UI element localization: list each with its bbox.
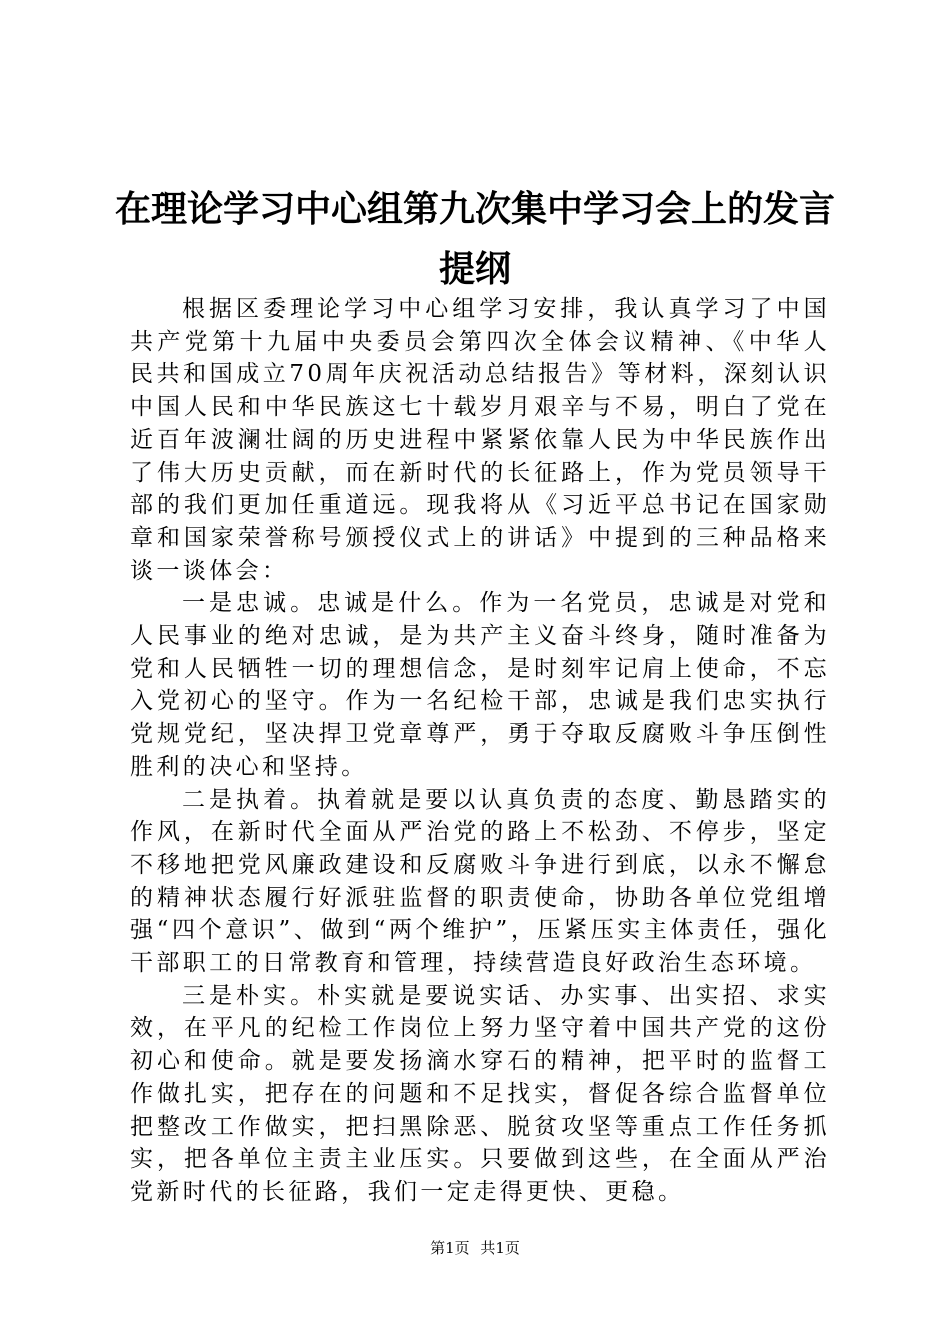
document-title: 在理论学习中心组第九次集中学习会上的发言 [114,189,835,230]
page-total: 共1页 [480,1239,520,1257]
paragraph-loyalty: 一是忠诚。忠诚是什么。作为一名党员，忠诚是对党和人民事业的绝对忠诚，是为共产主义奋斗终身，随时准备为党和人民牺牲一切的理想信念，是时刻牢记肩上使命，不忘入党初心的坚守。作为一名纪检干部，忠诚是我们忠实执行党规党纪，坚决捍卫党章尊严，勇于夺取反腐败斗争压倒性胜利的决心和坚持。 [130,590,830,780]
paragraph-intro: 根据区委理论学习中心组学习安排，我认真学习了中国共产党第十九届中央委员会第四次全体会议精神、《中华人民共和国成立70周年庆祝活动总结报告》等材料，深刻认识中国人民和中华民族这七十载岁月艰辛与不易，明白了党在近百年波澜壮阔的历史进程中紧紧依靠人民为中华民族作出了伟大历史贡献，而在新时代的长征路上，作为党员领导干部的我们更加任重道远。现我将从《习近平总书记在国家勋章和国家荣誉称号颁授仪式上的讲话》中提到的三种品格来谈一谈体会： [130,296,830,584]
paragraph-persistence: 二是执着。执着就是要以认真负责的态度、勤恳踏实的作风，在新时代全面从严治党的路上不松劲、不停步，坚定不移地把党风廉政建设和反腐败斗争进行到底，以永不懈怠的精神状态履行好派驻监督的职责使命，协助各单位党组增强“四个意识”、做到“两个维护”，压紧压实主体责任，强化干部职工的日常教育和管理，持续营造良好政治生态环境。 [130,786,830,977]
document-title-continued: 提纲 [438,249,511,290]
page-footer [0,1238,950,1258]
page-number: 第1页 [430,1239,470,1257]
document-body [130,293,830,1209]
paragraph-simplicity: 三是朴实。朴实就是要说实话、办实事、出实招、求实效，在平凡的纪检工作岗位上努力坚守着中国共产党的这份初心和使命。就是要发扬滴水穿石的精神，把平时的监督工作做扎实，把存在的问题和不足找实，督促各综合监督单位把整改工作做实，把扫黑除恶、脱贫攻坚等重点工作任务抓实，把各单位主责主业压实。只要做到这些，在全面从严治党新时代的长征路，我们一定走得更快、更稳。 [130,982,830,1205]
